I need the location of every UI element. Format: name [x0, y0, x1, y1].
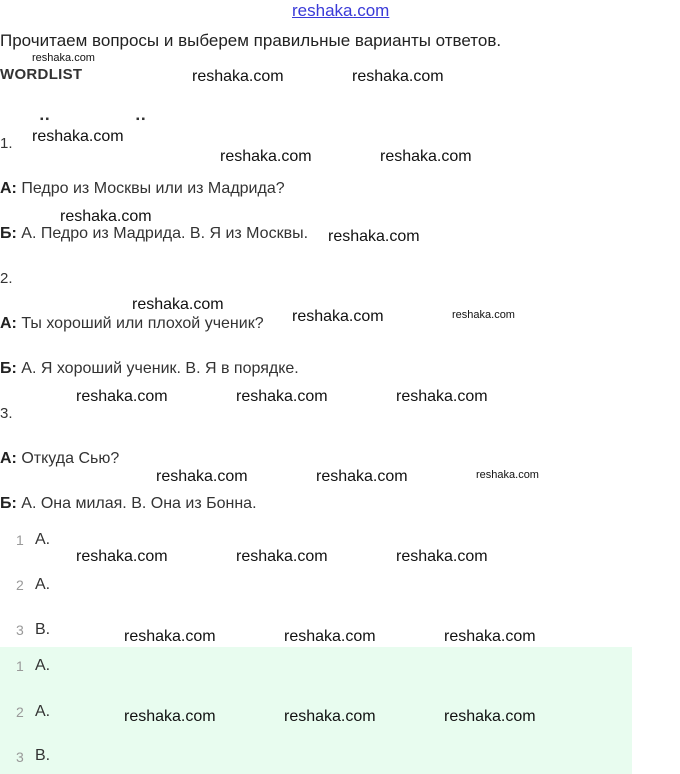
answer-index: 3	[16, 749, 24, 765]
answer-index: 2	[16, 577, 24, 593]
watermark: reshaka.com	[396, 388, 488, 405]
options-text: A. Она милая. B. Она из Бонна.	[21, 495, 257, 512]
dots-decoration: ▪▪	[136, 114, 148, 125]
speaker-label: Б:	[0, 360, 17, 377]
site-link[interactable]: reshaka.com	[292, 1, 390, 20]
dots-decoration: ▪▪	[40, 114, 52, 125]
watermark: reshaka.com	[60, 208, 152, 225]
question-line-b	[0, 495, 257, 513]
question-number: 2.	[0, 270, 13, 287]
watermark: reshaka.com	[444, 628, 536, 645]
watermark: reshaka.com	[220, 148, 312, 165]
question-line-a	[0, 180, 285, 198]
watermark: reshaka.com	[32, 52, 95, 64]
watermark: reshaka.com	[284, 708, 376, 725]
watermark: reshaka.com	[316, 468, 408, 485]
wordlist-label: WORDLIST	[0, 66, 83, 83]
watermark: reshaka.com	[452, 309, 515, 321]
answer-index: 1	[16, 532, 24, 548]
watermark: reshaka.com	[76, 388, 168, 405]
watermark: reshaka.com	[32, 128, 124, 145]
speaker-label: Б:	[0, 225, 17, 242]
watermark: reshaka.com	[352, 68, 444, 85]
watermark: reshaka.com	[236, 548, 328, 565]
options-text: A. Педро из Мадрида. B. Я из Москвы.	[21, 225, 309, 242]
watermark: reshaka.com	[380, 148, 472, 165]
answer-index: 3	[16, 622, 24, 638]
options-text: A. Я хороший ученик. B. Я в порядке.	[21, 360, 299, 377]
question-line-a	[0, 315, 264, 333]
watermark: reshaka.com	[396, 548, 488, 565]
question-number: 1.	[0, 135, 13, 152]
watermark: reshaka.com	[76, 548, 168, 565]
watermark: reshaka.com	[476, 469, 539, 481]
watermark: reshaka.com	[292, 308, 384, 325]
watermark: reshaka.com	[328, 228, 420, 245]
answer-index: 2	[16, 704, 24, 720]
watermark: reshaka.com	[124, 708, 216, 725]
watermark: reshaka.com	[132, 296, 224, 313]
watermark: reshaka.com	[124, 628, 216, 645]
answer-value[interactable]: B.	[35, 621, 51, 638]
question-text: Педро из Москвы или из Мадрида?	[21, 180, 285, 197]
watermark: reshaka.com	[192, 68, 284, 85]
question-line-b	[0, 225, 308, 243]
question-number: 3.	[0, 405, 13, 422]
question-text: Ты хороший или плохой ученик?	[21, 315, 264, 332]
intro-text: Прочитаем вопросы и выберем правильные варианты ответов.	[0, 31, 502, 50]
answer-index: 1	[16, 658, 24, 674]
speaker-label: А:	[0, 315, 17, 332]
answer-value: A.	[35, 703, 51, 720]
watermark: reshaka.com	[284, 628, 376, 645]
question-line-b	[0, 360, 299, 378]
watermark: reshaka.com	[444, 708, 536, 725]
answer-value[interactable]: A.	[35, 576, 51, 593]
speaker-label: Б:	[0, 495, 17, 512]
answer-value[interactable]: A.	[35, 531, 51, 548]
watermark: reshaka.com	[156, 468, 248, 485]
speaker-label: А:	[0, 450, 17, 467]
answer-value: A.	[35, 657, 51, 674]
answer-value: B.	[35, 747, 51, 764]
question-line-a	[0, 450, 119, 468]
speaker-label: А:	[0, 180, 17, 197]
question-text: Откуда Сью?	[21, 450, 120, 467]
watermark: reshaka.com	[236, 388, 328, 405]
